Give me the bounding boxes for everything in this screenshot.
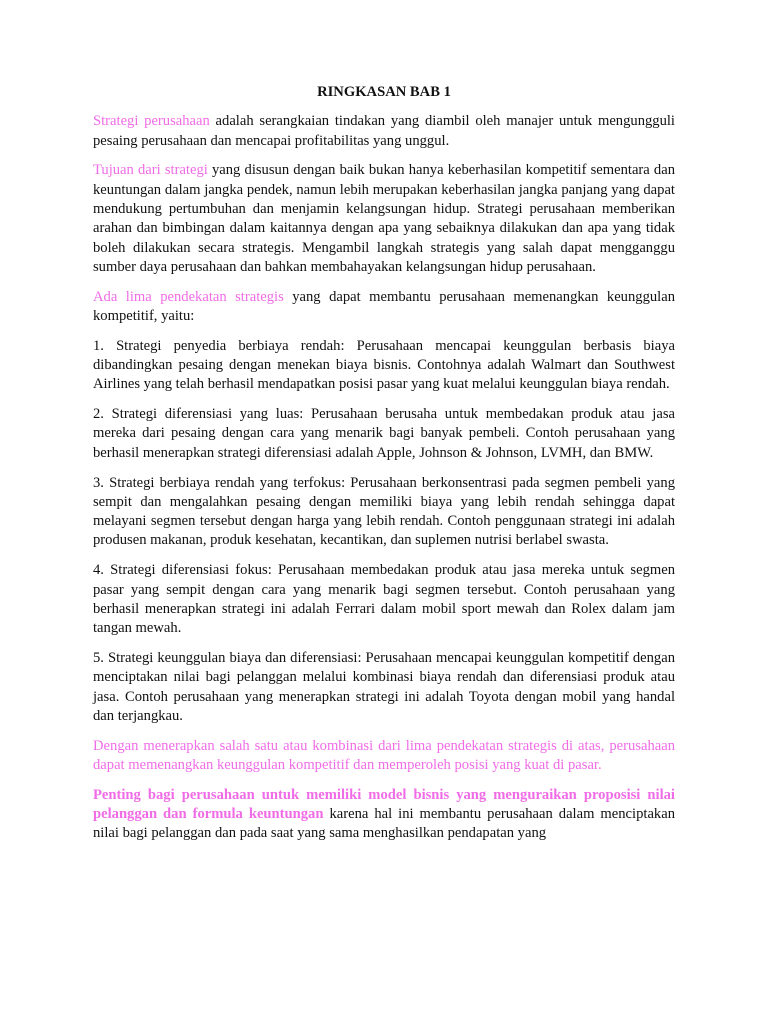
paragraph-text: yang dapat membantu perusahaan memenangkan keunggulan kompetitif, yaitu: xyxy=(93,288,675,324)
list-item-strategy-4: 4. Strategi diferensiasi fokus: Perusahaan membedakan produk atau jasa mereka untuk segmen pasar yang sempit dengan cara yang menarik bagi segmen tersebut. Contoh perusahaan yang berhasil menerapkan strategi ini adalah Ferrari dalam mobil sport mewah dan Rolex dalam jam tangan mewah. xyxy=(93,562,675,637)
highlight-model-bisnis: Penting bagi perusahaan untuk memiliki model bisnis yang menguraikan proposisi nilai pelanggan dan formula keuntungan xyxy=(93,786,675,822)
list-item-strategy-1: 1. Strategi penyedia berbiaya rendah: Perusahaan mencapai keunggulan berbasis biaya dibandingkan pesaing dengan menekan biaya bisnis. Contohnya adalah Walmart dan Southwest Airlines yang telah berhasil mendapatkan posisi pasar yang kuat melalui keunggulan biaya rendah. xyxy=(93,337,675,393)
list-item-strategy-5: 5. Strategi keunggulan biaya dan diferensiasi: Perusahaan mencapai keunggulan kompetitif dengan menciptakan nilai bagi pelanggan melalui kombinasi biaya rendah dan diferensiasi produk atau jasa. Contoh perusahaan yang menerapkan strategi ini adalah Toyota dengan mobil yang handal dan terjangkau. xyxy=(93,649,675,724)
highlight-tujuan: Tujuan dari strategi xyxy=(93,162,208,179)
paragraph-conclusion: Dengan menerapkan salah satu atau kombinasi dari lima pendekatan strategis di atas, perusahaan dapat memenangkan keunggulan kompetitif dan memperoleh posisi yang kuat di pasar. xyxy=(93,737,675,773)
paragraph-text: adalah serangkaian tindakan yang diambil oleh manajer untuk mengungguli pesaing perusahaan dan mencapai profitabilitas yang unggul. xyxy=(93,113,675,149)
paragraph-tujuan xyxy=(93,161,675,277)
document-page xyxy=(93,83,675,854)
paragraph-model-bisnis xyxy=(93,786,675,844)
paragraph-pendekatan xyxy=(93,288,675,327)
paragraph-text: karena hal ini membantu perusahaan dalam menciptakan nilai bagi pelanggan dan pada saat yang sama menghasilkan pendapatan yang xyxy=(93,806,675,842)
highlight-strategi-perusahaan: Strategi perusahaan xyxy=(93,113,210,130)
paragraph-definition xyxy=(93,112,675,151)
highlight-pendekatan: Ada lima pendekatan strategis xyxy=(93,288,284,305)
page-title: RINGKASAN BAB 1 xyxy=(317,84,451,100)
list-item-strategy-2: 2. Strategi diferensiasi yang luas: Perusahaan berusaha untuk membedakan produk atau jasa mereka dari pesaing dengan cara yang menarik bagi banyak pembeli. Contoh perusahaan yang berhasil menerapkan strategi diferensiasi adalah Apple, Johnson & Johnson, LVMH, dan BMW. xyxy=(93,406,675,461)
list-item-strategy-3: 3. Strategi berbiaya rendah yang terfokus: Perusahaan berkonsentrasi pada segmen pembeli yang sempit dan mengalahkan pesaing dengan memiliki biaya yang lebih rendah sehingga dapat melayani segmen tersebut dengan harga yang lebih rendah. Contoh penggunaan strategi ini adalah produsen makanan, produk kesehatan, kecantikan, dan suplemen nutrisi berlabel swasta. xyxy=(93,474,675,549)
paragraph-text: yang disusun dengan baik bukan hanya keberhasilan kompetitif sementara dan keuntungan dalam jangka pendek, namun lebih merupakan keberhasilan jangka panjang yang dapat mendukung pertumbuhan dan menjamin kelangsungan hidup. Strategi perusahaan memberikan arahan dan bimbingan dalam kaitannya dengan apa yang sebaiknya dilakukan dan apa yang tidak boleh dilakukan secara strategis. Mengambil langkah strategis yang salah dapat mengganggu sumber daya perusahaan dan bahkan membahayakan kelangsungan hidup perusahaan. xyxy=(93,162,676,275)
